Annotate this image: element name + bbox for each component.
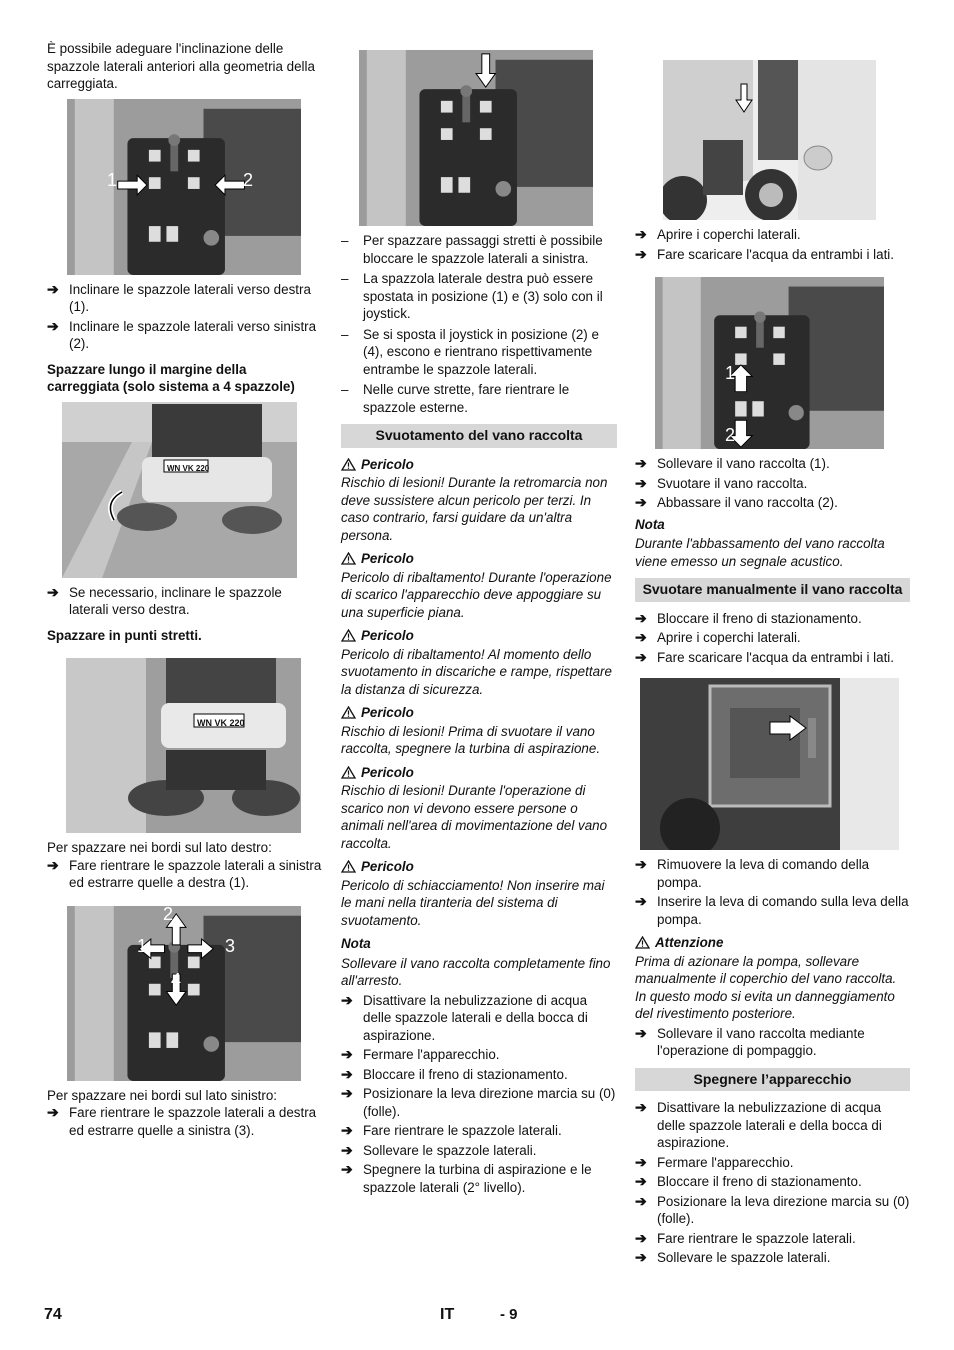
- note-heading: Nota: [635, 516, 665, 532]
- list-item: ➔ Inserire la leva di comando sulla leva della pompa.: [635, 893, 909, 927]
- arrow-right-icon: ➔: [635, 245, 647, 262]
- label-4: 4: [171, 969, 182, 990]
- note-text: Sollevare il vano raccolta completamente fino all'arresto.: [341, 955, 611, 988]
- label-2: 2: [725, 425, 736, 445]
- label-3: 3: [225, 935, 236, 956]
- list-item: ➔ Sollevare il vano raccolta mediante l'operazione di pompaggio.: [635, 1024, 865, 1058]
- note-text: Durante l'abbassamento del vano raccolta viene emesso un segnale acustico.: [635, 536, 885, 569]
- control-panel-photo-2: [67, 906, 301, 1081]
- arrow-right-icon: ➔: [47, 280, 59, 297]
- list-item: – Nelle curve strette, fare rientrare le spazzole esterne.: [341, 382, 570, 415]
- arrow-right-icon: ➔: [635, 1249, 647, 1265]
- arrow-right-icon: ➔: [635, 455, 647, 471]
- control-panel-photo-1: [67, 99, 301, 275]
- arrow-right-icon: ➔: [635, 1173, 647, 1189]
- license-plate: WN VK 220: [167, 463, 210, 473]
- language-code: IT: [440, 1306, 455, 1323]
- attention-heading: Attenzione: [635, 934, 910, 952]
- list-item: – La spazzola laterale destra può essere spostata in posizione (1) e (3) solo con il joystick.: [341, 271, 603, 321]
- list-item: ➔ Bloccare il freno di stazionamento.: [635, 1173, 862, 1189]
- column-left: [47, 40, 322, 1141]
- license-plate: WN VK 220: [197, 718, 245, 728]
- arrow-right-icon: ➔: [635, 1024, 647, 1041]
- attention-text: Prima di azionare la pompa, sollevare manualmente il coperchio del vano raccolta. In questo modo si evita un danneggiamento del rivestimento posteriore.: [635, 953, 897, 1021]
- arrow-right-icon: ➔: [635, 1192, 647, 1209]
- label-1: 1: [137, 935, 148, 956]
- dash-bullet: –: [341, 326, 349, 342]
- label-2: 2: [243, 169, 254, 190]
- list-item: ➔ Fare rientrare le spazzole laterali.: [341, 1122, 562, 1138]
- warning-icon: [341, 629, 356, 642]
- warning-text: Pericolo di ribaltamento! Al momento dello svuotamento in discariche e rampe, rispettare la distanza di sicurezza.: [341, 646, 612, 697]
- list-item: ➔ Se necessario, inclinare le spazzole laterali verso destra.: [47, 583, 282, 617]
- arrow-right-icon: ➔: [635, 494, 647, 510]
- warning-icon: [341, 860, 356, 873]
- section-heading-shutdown: Spegnere l’apparecchio: [635, 1068, 910, 1092]
- arrow-right-icon: ➔: [341, 1161, 353, 1177]
- list-item: ➔ Aprire i coperchi laterali.: [635, 629, 801, 645]
- list-item: ➔ Fare scaricare l'acqua da entrambi i lati.: [635, 245, 894, 262]
- warning-icon: [635, 936, 650, 949]
- list-item: ➔ Spegnere la turbina di aspirazione e le spazzole laterali (2° livello).: [341, 1161, 592, 1195]
- list-item: ➔ Posizionare la leva direzione marcia su (0) (folle).: [341, 1085, 616, 1119]
- list-item: ➔ Fermare l'apparecchio.: [635, 1153, 794, 1170]
- section-heading-emptying: Svuotamento del vano raccolta: [341, 424, 617, 448]
- heading-road-edge: Spazzare lungo il margine della carreggiata (solo sistema a 4 spazzole): [47, 361, 295, 394]
- column-right: [635, 40, 910, 1269]
- pump-lever-photo: [640, 678, 899, 850]
- arrow-right-icon: ➔: [341, 1046, 353, 1062]
- arrow-right-icon: ➔: [341, 1065, 353, 1082]
- list-item: ➔ Sollevare il vano raccolta (1).: [635, 455, 830, 471]
- arrow-right-icon: ➔: [635, 893, 647, 909]
- list-item: ➔ Fare rientrare le spazzole laterali a sinistra ed estrarre quelle a destra (1).: [47, 856, 322, 890]
- list-item: – Per spazzare passaggi stretti è possibile bloccare le spazzole laterali a sinistra.: [341, 233, 603, 266]
- warning-heading: Pericolo: [341, 858, 617, 876]
- list-item: ➔ Disattivare la nebulizzazione di acqua delle spazzole laterali e della bocca di aspirazione.: [635, 1099, 882, 1150]
- list-item: ➔ Disattivare la nebulizzazione di acqua delle spazzole laterali e della bocca di aspirazione.: [341, 991, 588, 1043]
- label-1: 1: [725, 363, 736, 383]
- sweeper-road-edge-photo: [62, 402, 297, 578]
- column-middle: [341, 40, 617, 1198]
- arrow-right-icon: ➔: [635, 629, 647, 645]
- label-1: 1: [107, 169, 118, 190]
- warning-text: Rischio di lesioni! Durante la retromarcia non deve sussistere alcun pericolo per terzi. In caso contrario, farsi guidare da un'altra persona.: [341, 475, 608, 543]
- arrow-right-icon: ➔: [635, 1229, 647, 1246]
- arrow-right-icon: ➔: [47, 583, 59, 600]
- list-item: ➔ Abbassare il vano raccolta (2).: [635, 494, 838, 510]
- dash-bullet: –: [341, 382, 349, 397]
- list-item: ➔ Inclinare le spazzole laterali verso destra (1).: [47, 280, 311, 314]
- list-item: ➔ Fare scaricare l'acqua da entrambi i lati.: [635, 648, 894, 665]
- arrow-right-icon: ➔: [47, 1104, 59, 1120]
- list-item: – Se si sposta il joystick in posizione (2) e (4), escono e rientrano rispettivamente entrambe le spazzole laterali.: [341, 326, 599, 377]
- list-item: ➔ Inclinare le spazzole laterali verso sinistra (2).: [47, 317, 317, 351]
- note-heading: Nota: [341, 936, 371, 951]
- warning-icon: [341, 766, 356, 779]
- arrow-right-icon: ➔: [635, 856, 647, 872]
- arrow-right-icon: ➔: [47, 856, 59, 873]
- arrow-right-icon: ➔: [341, 991, 353, 1008]
- list-item: ➔ Fermare l'apparecchio.: [341, 1046, 500, 1062]
- list-item: ➔ Fare rientrare le spazzole laterali.: [635, 1229, 856, 1246]
- arrow-right-icon: ➔: [635, 609, 647, 626]
- dash-bullet: –: [341, 271, 349, 286]
- warning-icon: [341, 552, 356, 565]
- sweeper-narrow-photo: [66, 658, 301, 833]
- warning-icon: [341, 458, 356, 471]
- heading-narrow-spots: Spazzare in punti stretti.: [47, 627, 202, 643]
- text-left-side: Per spazzare nei bordi sul lato sinistro:: [47, 1087, 277, 1103]
- sweeper-side-cover-photo: [663, 60, 876, 220]
- dash-bullet: –: [341, 233, 349, 248]
- arrow-right-icon: ➔: [341, 1085, 353, 1101]
- list-item: ➔ Svuotare il vano raccolta.: [635, 474, 808, 491]
- list-item: ➔ Bloccare il freno di stazionamento.: [635, 609, 862, 626]
- warning-heading: Pericolo: [341, 550, 617, 568]
- list-item: ➔ Fare rientrare le spazzole laterali a destra ed estrarre quelle a sinistra (3).: [47, 1104, 317, 1138]
- warning-heading: Pericolo: [341, 627, 617, 645]
- arrow-right-icon: ➔: [635, 474, 647, 491]
- list-item: ➔ Aprire i coperchi laterali.: [635, 226, 801, 242]
- list-item: ➔ Bloccare il freno di stazionamento.: [341, 1065, 568, 1082]
- arrow-right-icon: ➔: [635, 648, 647, 665]
- arrow-right-icon: ➔: [341, 1122, 353, 1138]
- label-2: 2: [163, 905, 174, 924]
- control-panel-photo-3: [359, 50, 593, 226]
- warning-text: Pericolo di ribaltamento! Durante l'operazione di scarico l'apparecchio deve appoggiare su una superficie piana.: [341, 569, 612, 620]
- warning-text: Pericolo di schiacciamento! Non inserire mai le mani nella tiranteria del sistema di svuotamento.: [341, 877, 605, 928]
- arrow-right-icon: ➔: [341, 1141, 353, 1158]
- list-item: ➔ Sollevare le spazzole laterali.: [635, 1249, 831, 1265]
- warning-icon: [341, 706, 356, 719]
- warning-heading: Pericolo: [341, 704, 617, 722]
- page-number: 74: [44, 1306, 62, 1323]
- list-item: ➔ Sollevare le spazzole laterali.: [341, 1141, 537, 1158]
- warning-heading: Pericolo: [341, 456, 617, 474]
- warning-heading: Pericolo: [341, 764, 617, 782]
- arrow-right-icon: ➔: [635, 1099, 647, 1115]
- arrow-right-icon: ➔: [635, 226, 647, 242]
- section-page-number: - 9: [500, 1306, 518, 1323]
- list-item: ➔ Rimuovere la leva di comando della pompa.: [635, 856, 870, 890]
- warning-text: Rischio di lesioni! Durante l'operazione di scarico non vi devono essere persone o animali nell'area di movimentazione del vano raccolta.: [341, 783, 608, 851]
- warning-text: Rischio di lesioni! Prima di svuotare il vano raccolta, spegnere la turbina di aspirazione.: [341, 723, 601, 756]
- arrow-right-icon: ➔: [635, 1153, 647, 1170]
- section-heading-manual-emptying: Svuotare manualmente il vano raccolta: [635, 578, 910, 602]
- arrow-right-icon: ➔: [47, 317, 59, 334]
- control-panel-photo-4: [655, 277, 884, 449]
- text-right-side: Per spazzare nei bordi sul lato destro:: [47, 840, 272, 855]
- intro-text: È possibile adeguare l'inclinazione delle spazzole laterali anteriori alla geometria della carreggiata.: [47, 41, 315, 91]
- list-item: ➔ Posizionare la leva direzione marcia su (0) (folle).: [635, 1192, 910, 1226]
